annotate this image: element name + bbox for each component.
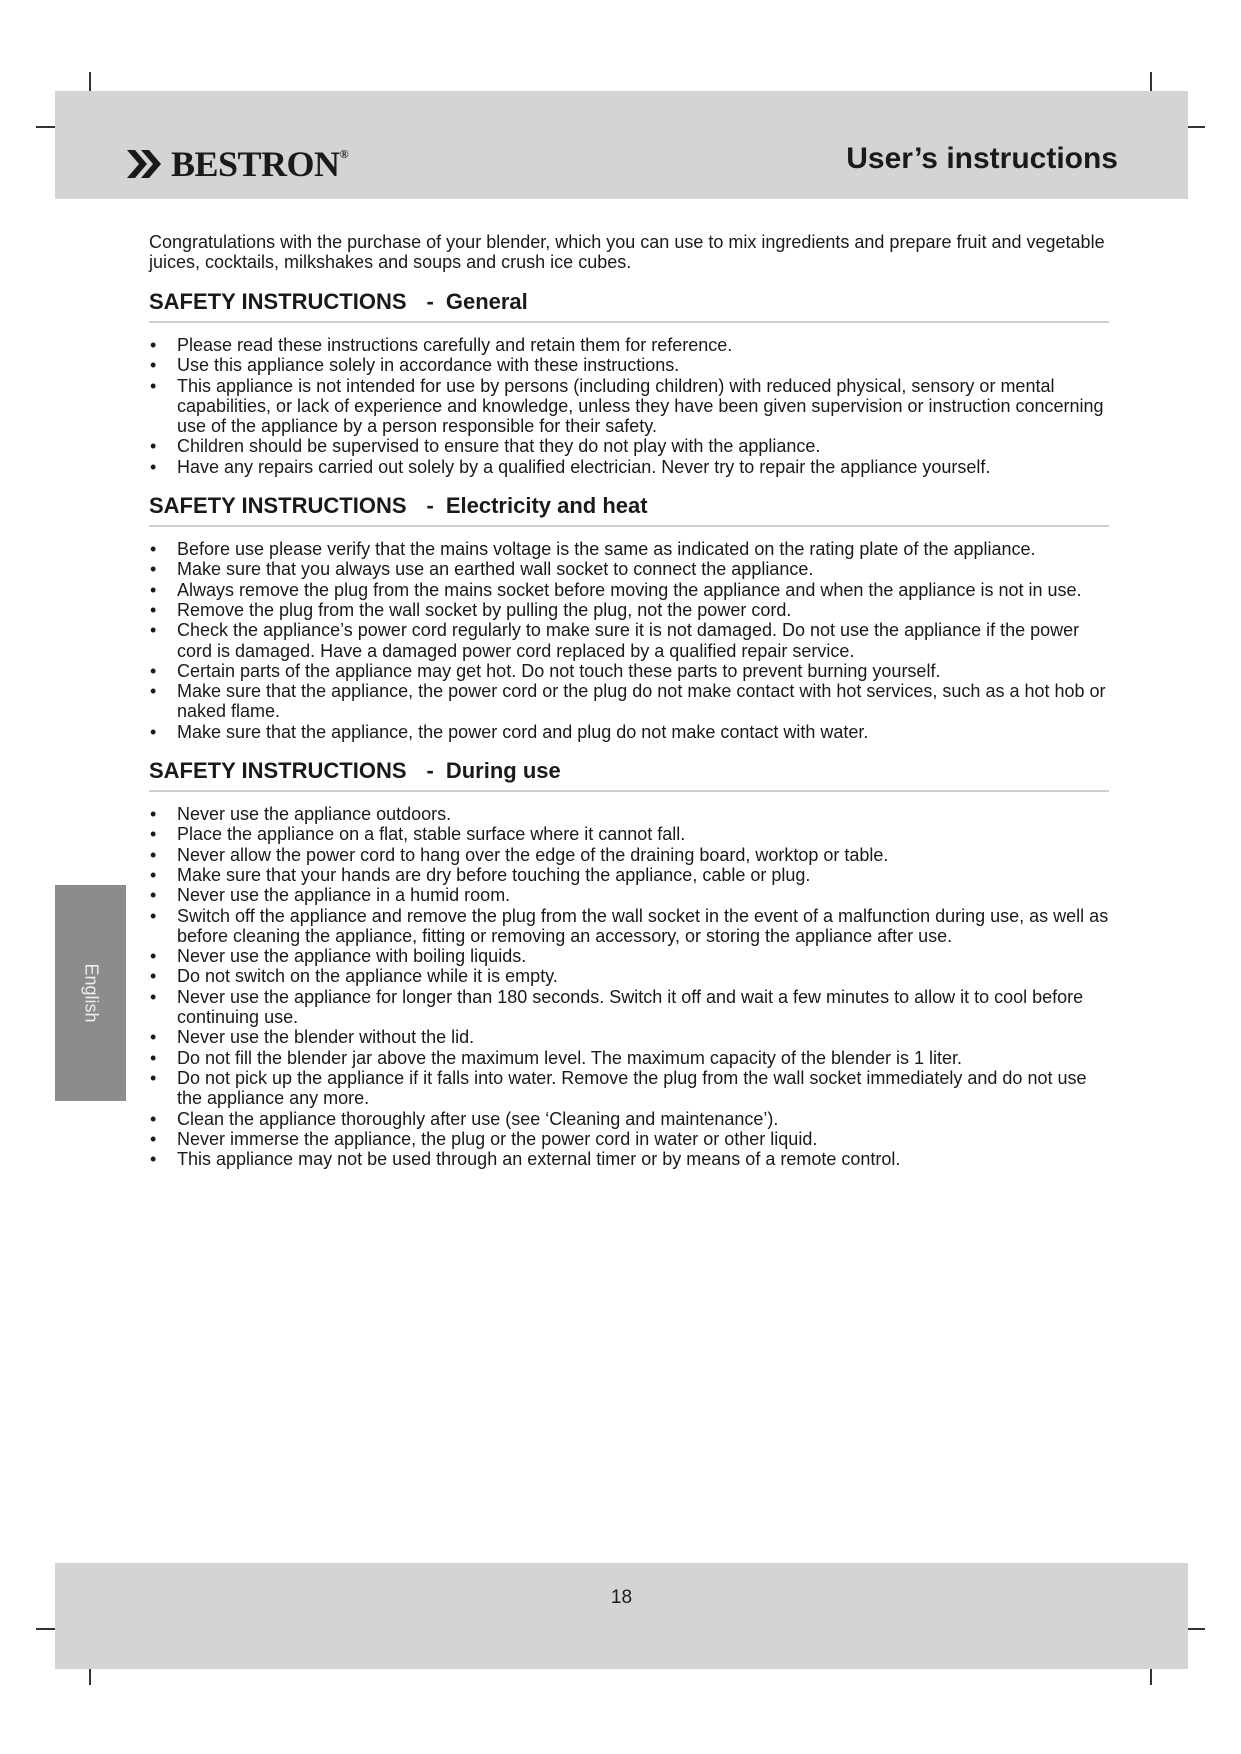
section-electricity-heat [149, 493, 1109, 742]
list-item: • Never use the blender without the lid. [149, 1027, 1109, 1047]
list-item: • Never allow the power cord to hang over the edge of the draining board, worktop or table. [149, 845, 1109, 865]
list-item: • Always remove the plug from the mains socket before moving the appliance and when the appliance is not in use. [149, 580, 1109, 600]
page-header [55, 91, 1188, 199]
section-heading: SAFETY INSTRUCTIONS - General [149, 289, 1109, 323]
list-item: • This appliance may not be used through an external timer or by means of a remote control. [149, 1149, 1109, 1169]
section-heading: SAFETY INSTRUCTIONS - During use [149, 758, 1109, 792]
page-footer [55, 1563, 1188, 1669]
list-item: • Before use please verify that the mains voltage is the same as indicated on the rating plate of the appliance. [149, 539, 1109, 559]
list-item: • Make sure that your hands are dry before touching the appliance, cable or plug. [149, 865, 1109, 885]
section-during-use [149, 758, 1109, 1169]
list-item: • Children should be supervised to ensure that they do not play with the appliance. [149, 436, 1109, 456]
list-item: • Place the appliance on a flat, stable surface where it cannot fall. [149, 824, 1109, 844]
language-tab [55, 885, 126, 1101]
list-item: • Check the appliance’s power cord regularly to make sure it is not damaged. Do not use the appliance if the power cord is damaged. Have a damaged power cord replaced by a qualified repair service. [149, 620, 1109, 661]
list-item: • Make sure that the appliance, the power cord and plug do not make contact with water. [149, 722, 1109, 742]
language-label: English [81, 963, 101, 1023]
brand-logo [125, 143, 348, 185]
section-general [149, 289, 1109, 477]
list-item: • Have any repairs carried out solely by a qualified electrician. Never try to repair the appliance yourself. [149, 457, 1109, 477]
list-item: • Use this appliance solely in accordance with these instructions. [149, 355, 1109, 375]
list-item: • Never immerse the appliance, the plug or the power cord in water or other liquid. [149, 1129, 1109, 1149]
list-item: • Remove the plug from the wall socket by pulling the plug, not the power cord. [149, 600, 1109, 620]
page-number: 18 [610, 1587, 633, 1608]
list-item: • Do not fill the blender jar above the maximum level. The maximum capacity of the blender is 1 liter. [149, 1048, 1109, 1068]
list-item: • Never use the appliance outdoors. [149, 804, 1109, 824]
instruction-list [149, 539, 1109, 742]
list-item: • Switch off the appliance and remove the plug from the wall socket in the event of a malfunction during use, as well as before cleaning the appliance, fitting or removing an accessory, or storing the appliance after use. [149, 906, 1109, 947]
list-item: • Never use the appliance with boiling liquids. [149, 946, 1109, 966]
instruction-list [149, 804, 1109, 1169]
list-item: • Do not switch on the appliance while it is empty. [149, 966, 1109, 986]
list-item: • Never use the appliance for longer than 180 seconds. Switch it off and wait a few minutes to allow it to cool before continuing use. [149, 987, 1109, 1028]
list-item: • Make sure that you always use an earthed wall socket to connect the appliance. [149, 559, 1109, 579]
list-item: • Please read these instructions carefully and retain them for reference. [149, 335, 1109, 355]
list-item: • Make sure that the appliance, the power cord or the plug do not make contact with hot services, such as a hot hob or naked flame. [149, 681, 1109, 722]
chevron-logo-icon [125, 148, 165, 180]
list-item: • This appliance is not intended for use by persons (including children) with reduced physical, sensory or mental capabilities, or lack of experience and knowledge, unless they have been given supervision or instruction concerning use of the appliance by a person responsible for their safety. [149, 376, 1109, 437]
main-content [149, 232, 1109, 1177]
brand-name: BESTRON® [171, 144, 349, 184]
list-item: • Never use the appliance in a humid room. [149, 885, 1109, 905]
section-heading: SAFETY INSTRUCTIONS - Electricity and heat [149, 493, 1109, 527]
list-item: • Do not pick up the appliance if it falls into water. Remove the plug from the wall socket immediately and do not use the appliance any more. [149, 1068, 1109, 1109]
list-item: • Clean the appliance thoroughly after use (see ‘Cleaning and maintenance’). [149, 1109, 1109, 1129]
list-item: • Certain parts of the appliance may get hot. Do not touch these parts to prevent burning yourself. [149, 661, 1109, 681]
intro-paragraph: Congratulations with the purchase of your blender, which you can use to mix ingredients and prepare fruit and vegetable juices, cocktails, milkshakes and soups and crush ice cubes. [149, 232, 1105, 272]
instruction-list [149, 335, 1109, 477]
page-title: User’s instructions [846, 142, 1118, 175]
